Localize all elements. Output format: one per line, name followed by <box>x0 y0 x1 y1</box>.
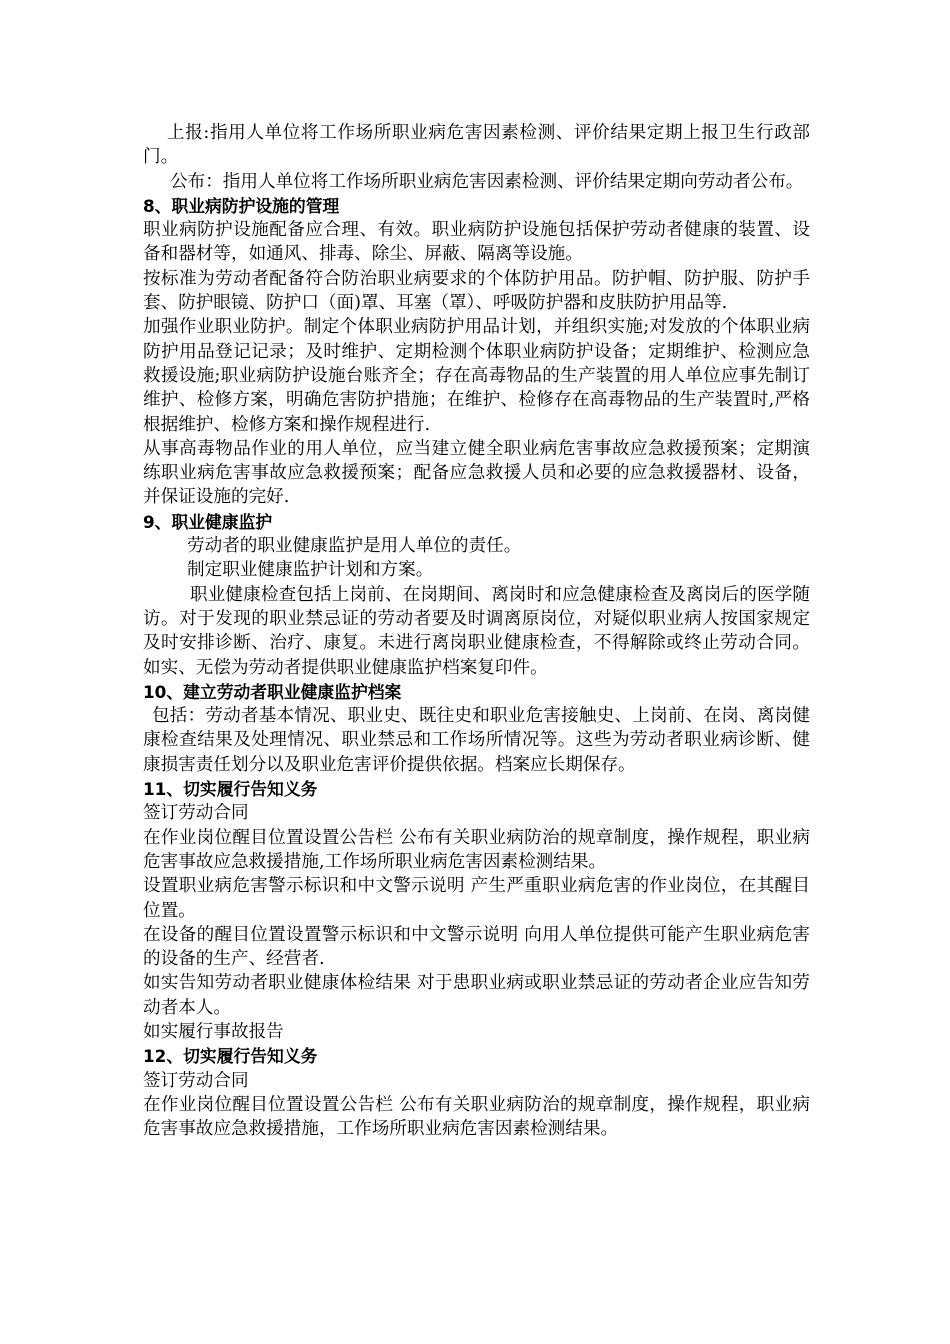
heading-section-8: 8、职业病防护设施的管理 <box>143 195 340 216</box>
paragraph-warning-sign: 设置职业病危害警示标识和中文警示说明 产生严重职业病危害的作业岗位，在其醒目位置。 <box>143 876 810 921</box>
paragraph-emergency: 从事高毒物品作业的用人单位，应当建立健全职业病危害事故应急救援预案；定期演练职业病危害事故应急救援预案；配备应急救援人员和必要的应急救援器材、设备，并保证设施的完好. <box>143 438 810 508</box>
paragraph-protection: 加强作业职业防护。制定个体职业病防护用品计划，并组织实施;对发放的个体职业病防护用品登记记录；及时维护、定期检测个体职业病防护设备；定期维护、检测应急救援设施;职业病防护设施台账齐全；存在高毒物品的生产装置的用人单位应事先制订维护、检修方案，明确危害防护措施；在维护、检修存在高毒物品的生产装置时,严格根据维护、检修方案和操作规程进行. <box>143 317 810 435</box>
paragraph-publish: 公布：指用人单位将工作场所职业病危害因素检测、评价结果定期向劳动者公布。 <box>170 171 804 192</box>
heading-section-10: 10、建立劳动者职业健康监护档案 <box>143 681 402 702</box>
paragraph-ppe: 按标准为劳动者配备符合防治职业病要求的个体防护用品。防护帽、防护服、防护手套、防护眼镜、防护口（面)罩、耳塞（罩）、呼吸防护器和皮肤防护用品等. <box>143 268 810 314</box>
paragraph-health-duty: 劳动者的职业健康监护是用人单位的责任。 <box>187 536 522 557</box>
paragraph-bulletin: 在作业岗位醒目位置设置公告栏 公布有关职业病防治的规章制度，操作规程，职业病危害事故应急救援措施,工作场所职业病危害因素检测结果。 <box>143 827 810 872</box>
paragraph-contract: 签订劳动合同 <box>143 803 249 824</box>
heading-section-9: 9、职业健康监护 <box>143 511 273 532</box>
document-body <box>143 121 810 1141</box>
paragraph-health-exam: 职业健康检查包括上岗前、在岗期间、离岗时和应急健康检查及离岗后的医学随访。对于发现的职业禁忌证的劳动者要及时调离原岗位，对疑似职业病人按国家规定及时安排诊断、治疗、康复。未进行离岗职业健康检查，不得解除或终止劳动合同。如实、无偿为劳动者提供职业健康监护档案复印件。 <box>143 584 810 678</box>
paragraph-health-plan: 制定职业健康监护计划和方案。 <box>187 560 434 581</box>
heading-section-11: 11、切实履行告知义务 <box>143 779 318 800</box>
paragraph-report: 上报:指用人单位将工作场所职业病危害因素检测、评价结果定期上报卫生行政部门。 <box>143 123 810 168</box>
paragraph-bulletin-2: 在作业岗位醒目位置设置公告栏 公布有关职业病防治的规章制度，操作规程，职业病危害事故应急救援措施，工作场所职业病危害因素检测结果。 <box>143 1094 810 1140</box>
heading-section-12: 12、切实履行告知义务 <box>143 1046 318 1067</box>
paragraph-equipment-sign: 在设备的醒目位置设置警示标识和中文警示说明 向用人单位提供可能产生职业病危害的设备的生产、经营者. <box>143 924 810 970</box>
paragraph-facilities: 职业病防护设施配备应合理、有效。职业病防护设施包括保护劳动者健康的装置、设备和器材等，如通风、排毒、除尘、屏蔽、隔离等设施。 <box>143 220 810 265</box>
paragraph-contract-2: 签订劳动合同 <box>143 1070 249 1091</box>
paragraph-archive: 包括：劳动者基本情况、职业史、既往史和职业危害接触史、上岗前、在岗、离岗健康检查结果及处理情况、职业禁忌和工作场所情况等。这些为劳动者职业病诊断、健康损害责任划分以及职业危害评价提供依据。档案应长期保存。 <box>143 706 810 775</box>
paragraph-accident-report: 如实履行事故报告 <box>143 1021 284 1042</box>
paragraph-exam-result: 如实告知劳动者职业健康体检结果 对于患职业病或职业禁忌证的劳动者企业应告知劳动者本人。 <box>143 973 810 1018</box>
